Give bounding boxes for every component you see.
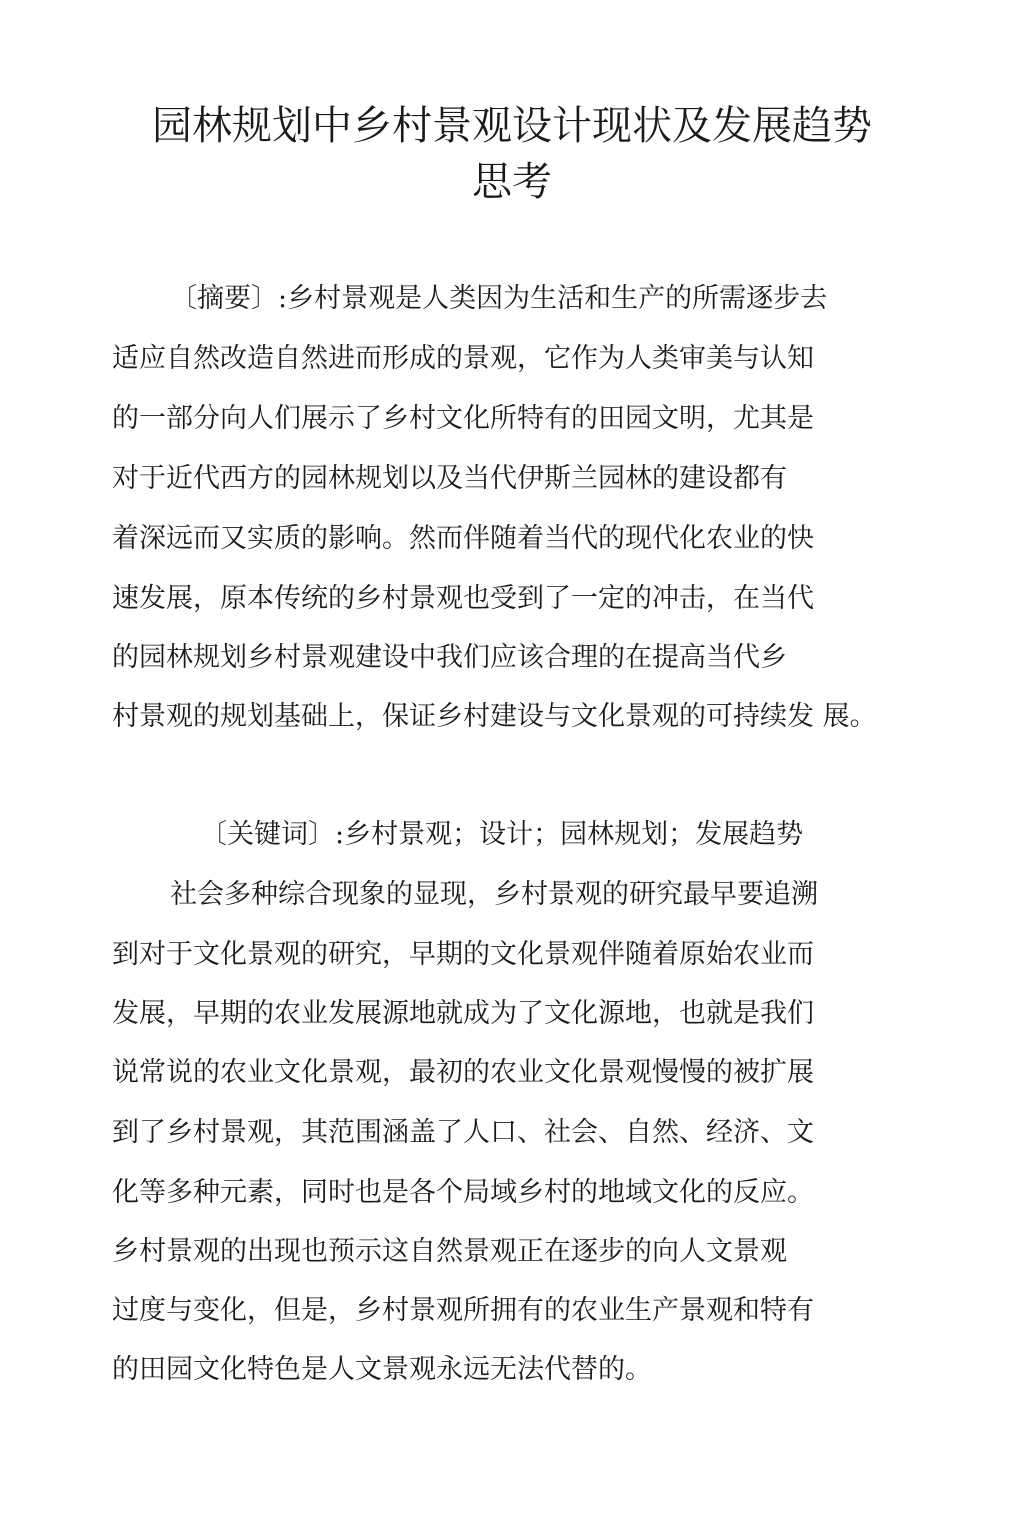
keywords-line: 〔关键词〕:乡村景观；设计；园林规划；发展趋势 (200, 819, 804, 850)
document-title-line-2: 思考 (472, 159, 552, 205)
body-line: 的田园文化特色是人文景观永远无法代替的。 (112, 1354, 652, 1385)
body-line: 到了乡村景观，其范围涵盖了人口、社会、自然、经济、文 (112, 1117, 814, 1148)
body-line: 化等多种元素，同时也是各个局域乡村的地域文化的反应。 (112, 1177, 814, 1208)
abstract-line: 村景观的规划基础上，保证乡村建设与文化景观的可持续发 展。 (112, 701, 877, 732)
body-line: 乡村景观的出现也预示这自然景观正在逐步的向人文景观 (112, 1236, 787, 1267)
abstract-line: 对于近代西方的园林规划以及当代伊斯兰园林的建设都有 (112, 463, 787, 494)
body-line: 说常说的农业文化景观，最初的农业文化景观慢慢的被扩展 (112, 1057, 814, 1088)
abstract-line: 着深远而又实质的影响。然而伴随着当代的现代化农业的快 (112, 523, 814, 554)
body-line: 到对于文化景观的研究，早期的文化景观伴随着原始农业而 (112, 939, 814, 970)
abstract-line: 的园林规划乡村景观建设中我们应该合理的在提高当代乡 (112, 642, 787, 673)
body-line: 社会多种综合现象的显现，乡村景观的研究最早要追溯 (170, 879, 818, 910)
abstract-line: 速发展，原本传统的乡村景观也受到了一定的冲击，在当代 (112, 583, 814, 614)
abstract-line: 的一部分向人们展示了乡村文化所特有的田园文明，尤其是 (112, 403, 814, 434)
document-title-line-1: 园林规划中乡村景观设计现状及发展趋势 (152, 103, 872, 149)
body-line: 发展，早期的农业发展源地就成为了文化源地，也就是我们 (112, 998, 814, 1029)
body-line: 过度与变化，但是，乡村景观所拥有的农业生产景观和特有 (112, 1295, 814, 1326)
abstract-line: 适应自然改造自然进而形成的景观，它作为人类审美与认知 (112, 343, 814, 374)
abstract-line: 〔摘要〕:乡村景观是人类因为生活和生产的所需逐步去 (170, 283, 828, 314)
